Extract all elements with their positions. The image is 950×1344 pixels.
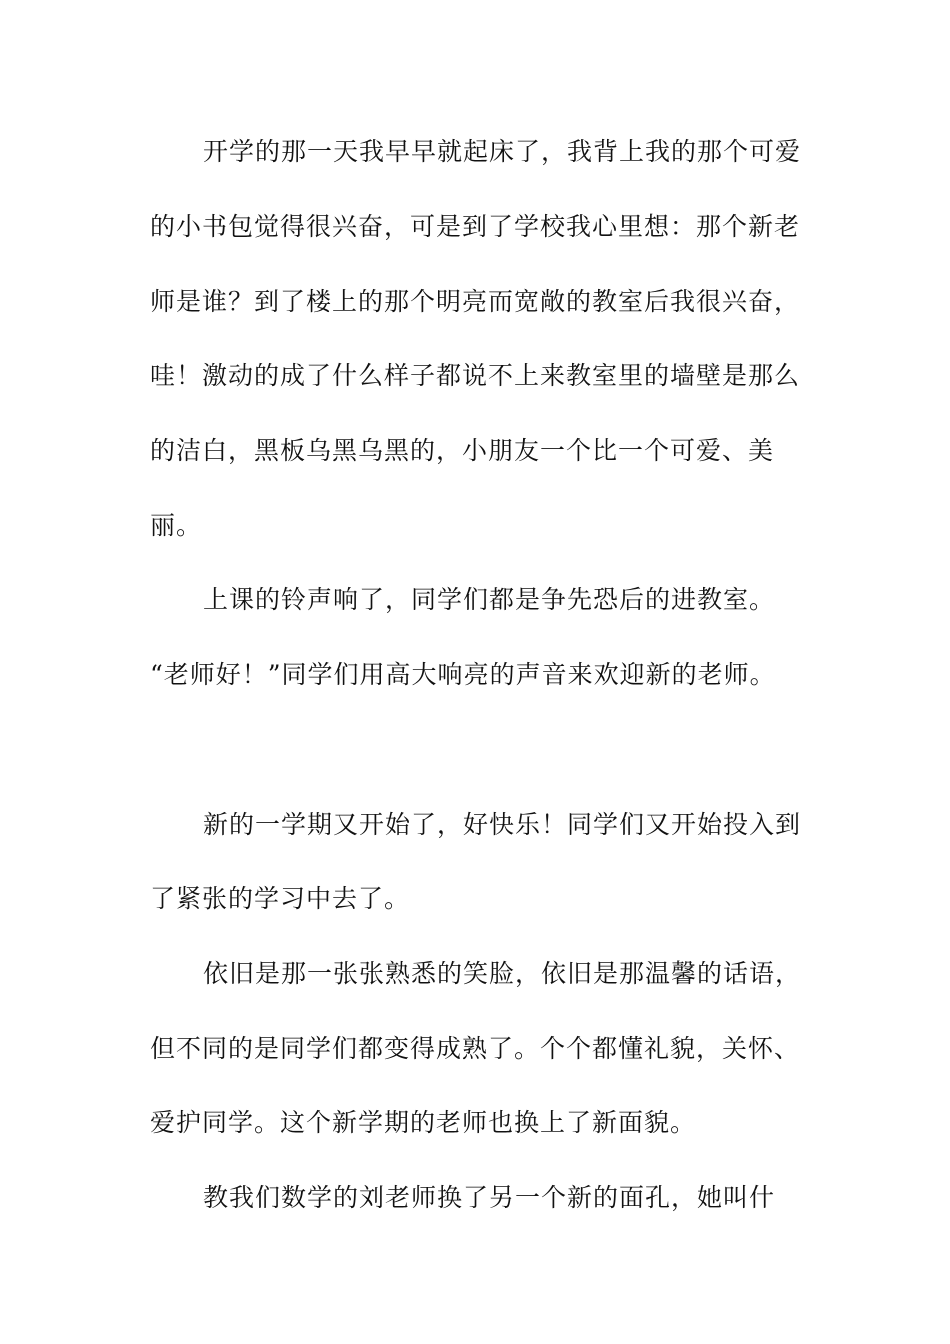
text-line: 但不同的是同学们都变得成熟了。个个都懂礼貌，关怀、 xyxy=(150,1034,801,1063)
text-line: 哇！激动的成了什么样子都说不上来教室里的墙壁是那么 xyxy=(150,361,801,390)
text-line: “老师好！”同学们用高大响亮的声音来欢迎新的老师。 xyxy=(150,660,776,689)
text-line: 新的一学期又开始了，好快乐！同学们又开始投入到 xyxy=(203,810,802,839)
text-line: 师是谁？到了楼上的那个明亮而宽敞的教室后我很兴奋， xyxy=(150,287,801,316)
text-line: 丽。 xyxy=(150,511,203,540)
text-line: 爱护同学。这个新学期的老师也换上了新面貌。 xyxy=(150,1108,697,1137)
text-line: 的小书包觉得很兴奋，可是到了学校我心里想：那个新老 xyxy=(150,212,801,241)
text-line: 开学的那一天我早早就起床了，我背上我的那个可爱 xyxy=(203,137,802,166)
text-line: 教我们数学的刘老师换了另一个新的面孔，她叫什 xyxy=(203,1183,776,1212)
text-line: 了紧张的学习中去了。 xyxy=(150,884,411,913)
text-line: 依旧是那一张张熟悉的笑脸，依旧是那温馨的话语， xyxy=(203,959,802,988)
text-line: 上课的铃声响了，同学们都是争先恐后的进教室。 xyxy=(203,585,776,614)
text-line: 的洁白，黑板乌黑乌黑的，小朋友一个比一个可爱、美 xyxy=(150,436,775,465)
